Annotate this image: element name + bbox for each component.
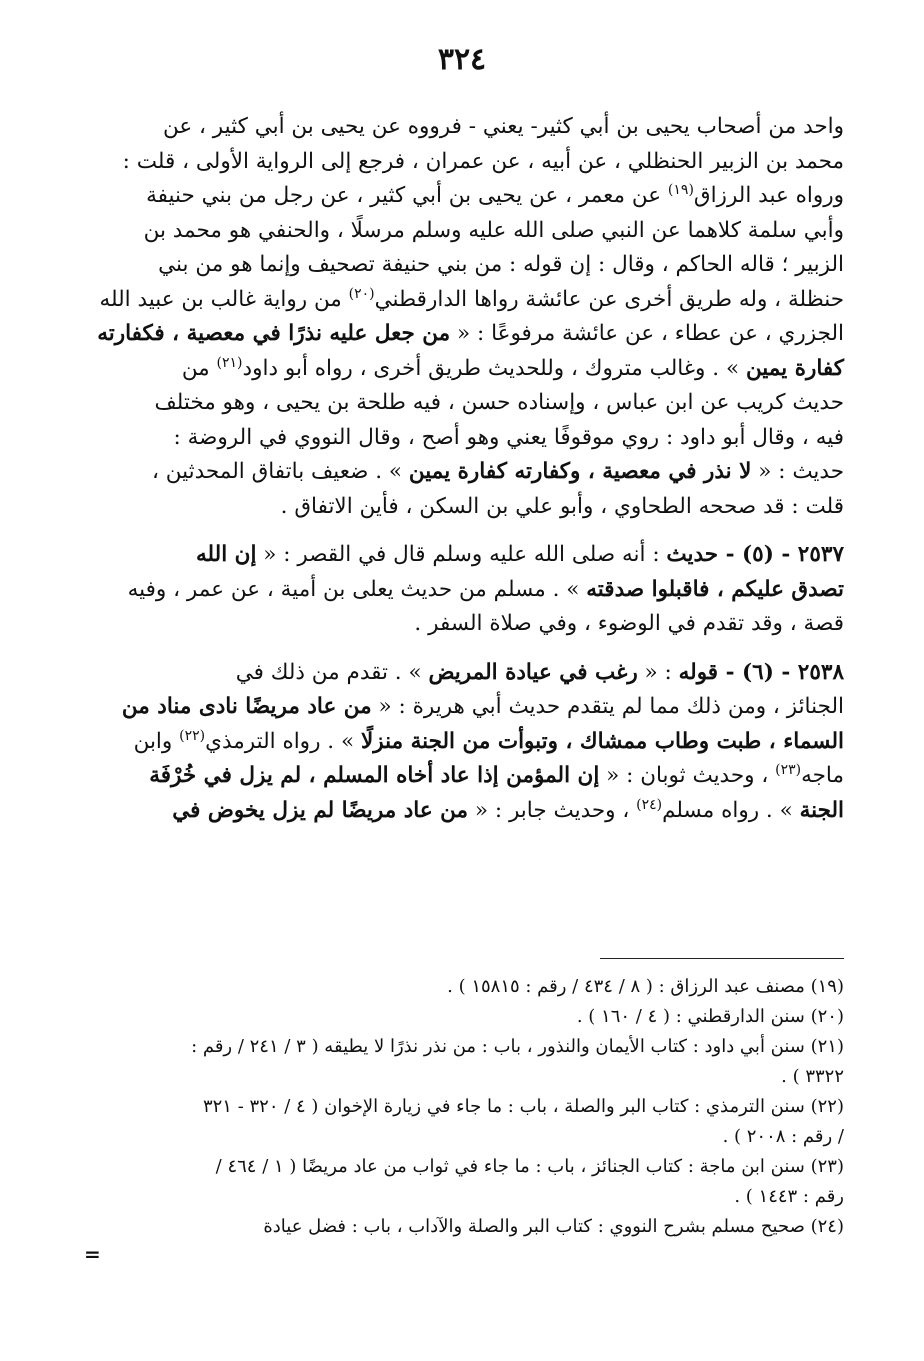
text-run: : « (637, 659, 679, 685)
text-run: الجنائز ، ومن ذلك مما لم يتقدم حديث أبي هريرة : « (371, 694, 844, 719)
footnote-ref-22[interactable]: (٢٢) (179, 727, 206, 744)
footnote-22-continued: / رقم : ٢٠٠٨ ) . (722, 1126, 844, 1147)
text-line (62, 690, 844, 725)
hadith-quote: إن المؤمن إذا عاد أخاه المسلم ، لم يزل في خُرْفَة (149, 763, 600, 788)
footnote-23: (٢٣) سنن ابن ماجة : كتاب الجنائز ، باب : ما جاء في ثواب من عاد مريضًا ( ١ / ٤٦٤ / (215, 1156, 844, 1177)
text-run: حديث : « (751, 459, 844, 484)
footnote-19: (١٩) مصنف عبد الرزاق : ( ٨ / ٤٣٤ / رقم : ١٥٨١٥ ) . (447, 976, 844, 997)
text-line: قلت : قد صححه الطحاوي ، وأبو علي بن السكن ، فأين الاتفاق . (280, 493, 844, 519)
entry-2538-heading-line (62, 656, 844, 691)
hadith-quote: من جعل عليه نذرًا في معصية ، فكفارته (97, 321, 451, 346)
page-number: ٣٢٤ (437, 42, 487, 77)
text-run: حنظلة ، وله طريق أخرى عن عائشة رواها الدارقطني (374, 286, 844, 312)
text-run: من (181, 355, 217, 381)
text-run: ، وحديث جابر : « (468, 797, 637, 823)
text-run: » . وغالب متروك ، وللحديث طريق أخرى ، رواه أبو داود (242, 355, 746, 381)
text-run: وابن (133, 728, 180, 754)
main-text (62, 110, 844, 828)
hadith-quote: الجنة (799, 797, 844, 823)
text-line: واحد من أصحاب يحيى بن أبي كثير- يعني - فرووه عن يحيى بن أبي كثير ، عن (163, 114, 844, 139)
text-line (62, 352, 844, 387)
footnote-ref-23[interactable]: (٢٣) (775, 761, 802, 778)
text-line (62, 283, 844, 318)
text-line (62, 179, 844, 214)
footnote-23-continued: رقم : ١٤٤٣ ) . (734, 1186, 844, 1207)
text-line (62, 794, 844, 829)
hadith-quote: من عاد مريضًا لم يزل يخوض في (172, 797, 469, 823)
footnote-20: (٢٠) سنن الدارقطني : ( ٤ / ١٦٠ ) . (576, 1006, 844, 1027)
hadith-quote: إن الله (196, 542, 257, 567)
footnotes (62, 965, 844, 1242)
hadith-quote: كفارة يمين (745, 355, 844, 381)
footnote-ref-24[interactable]: (٢٤) (636, 796, 663, 813)
footnote-ref-21[interactable]: (٢١) (216, 354, 243, 371)
footnote-21-continued: ٣٣٢٢ ) . (781, 1066, 844, 1087)
hadith-quote: تصدق عليكم ، فاقبلوا صدقته (586, 576, 844, 602)
text-run: » . مسلم من حديث يعلى بن أمية ، عن عمر ، وفيه (127, 576, 587, 602)
text-line (62, 317, 844, 352)
text-run: عن معمر ، عن يحيى بن أبي كثير ، عن رجل من بني حنيفة (146, 183, 668, 208)
text-run: ورواه عبد الرزاق (693, 183, 844, 208)
footnote-22: (٢٢) سنن الترمذي : كتاب البر والصلة ، باب : ما جاء في زيارة الإخوان ( ٤ / ٣٢٠ - ٣٢١ (202, 1096, 844, 1117)
text-run: الجزري ، عن عطاء ، عن عائشة مرفوعًا : « (450, 321, 844, 346)
footnote-separator (600, 958, 844, 959)
text-line: فيه ، وقال أبو داود : روي موقوفًا يعني وهو أصح ، وقال النووي في الروضة : (173, 424, 844, 450)
footnote-ref-19[interactable]: (١٩) (667, 181, 694, 198)
text-line (62, 759, 844, 794)
text-run: : أنه صلى الله عليه وسلم قال في القصر : « (256, 542, 667, 567)
text-run: » . ضعيف باتفاق المحدثين ، (152, 459, 409, 484)
footnote-ref-20[interactable]: (٢٠) (348, 285, 375, 302)
text-line: محمد بن الزبير الحنظلي ، عن أبيه ، عن عمران ، فرجع إلى الرواية الأولى ، قلت : (122, 148, 844, 174)
continuation-mark: = (84, 1242, 101, 1266)
entry-number-2537: ٢٥٣٧ - (٥) - حديث (666, 542, 844, 567)
entry-2537-heading-line (62, 538, 844, 573)
text-line: الزبير ؛ قاله الحاكم ، وقال : إن قوله : من بني حنيفة تصحيف وإنما هو من بني (158, 252, 844, 277)
text-run: » . رواه مسلم (662, 797, 800, 823)
text-run: ماجه (801, 763, 844, 788)
text-line (62, 573, 844, 608)
hadith-quote: السماء ، طبت وطاب ممشاك ، وتبوأت من الجنة منزلًا (360, 728, 844, 754)
text-line: قصة ، وقد تقدم في الوضوء ، وفي صلاة السفر . (414, 611, 844, 636)
text-run: » . تقدم من ذلك في (235, 659, 429, 685)
footnote-21: (٢١) سنن أبي داود : كتاب الأيمان والنذور ، باب : من نذر نذرًا لا يطيقه ( ٣ / ٢٤١ / رقم : (191, 1036, 844, 1057)
hadith-quote: من عاد مريضًا نادى مناد من (121, 694, 372, 719)
text-run: من رواية غالب بن عبيد الله (99, 286, 349, 312)
hadith-quote: لا نذر في معصية ، وكفارته كفارة يمين (408, 459, 752, 484)
entry-number-2538: ٢٥٣٨ - (٦) - قوله (678, 659, 844, 685)
text-line: حديث كريب عن ابن عباس ، وإسناده حسن ، فيه طلحة بن يحيى ، وهو مختلف (154, 390, 844, 415)
text-line (62, 725, 844, 760)
text-line: وأبي سلمة كلاهما عن النبي صلى الله عليه وسلم مرسلًا ، والحنفي هو محمد بن (143, 217, 844, 243)
text-run: » . رواه الترمذي (205, 728, 361, 754)
text-line (62, 455, 844, 490)
footnote-24: (٢٤) صحيح مسلم بشرح النووي : كتاب البر والصلة والآداب ، باب : فضل عيادة (263, 1216, 844, 1237)
text-run: ، وحديث ثوبان : « (599, 763, 776, 788)
hadith-quote: رغب في عيادة المريض (428, 659, 638, 685)
